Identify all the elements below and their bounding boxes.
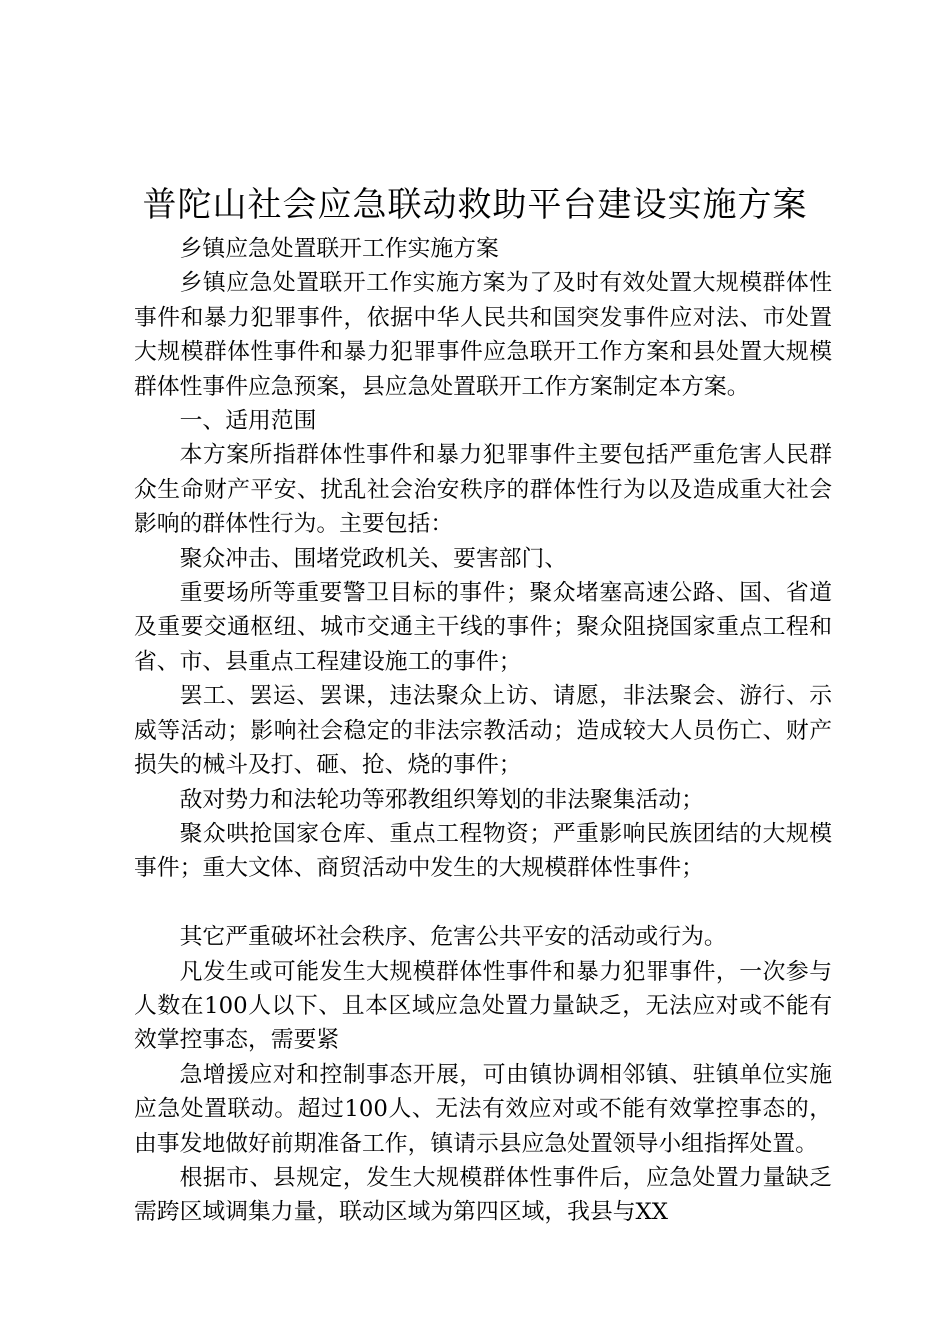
- paragraph: 聚众哄抢国家仓库、重点工程物资；严重影响民族团结的大规模事件；重大文体、商贸活动中发生的大规模群体性事件；: [134, 820, 832, 882]
- paragraph: 敌对势力和法轮功等邪教组织筹划的非法聚集活动；: [179, 786, 704, 813]
- document-title: 普陀山社会应急联动救助平台建设实施方案: [142, 185, 808, 225]
- paragraph: 聚众冲击、围堵党政机关、要害部门、: [179, 545, 568, 572]
- document-body: [134, 232, 832, 1230]
- paragraph: 凡发生或可能发生大规模群体性事件和暴力犯罪事件，一次参与人数在100人以下、且本区域应急处置力量缺乏，无法应对或不能有效掌控事态，需要紧: [134, 958, 832, 1054]
- paragraph: 乡镇应急处置联开工作实施方案为了及时有效处置大规模群体性事件和暴力犯罪事件，依据中华人民共和国突发事件应对法、市处置大规模群体性事件和暴力犯罪事件应急联开工作方案和县处置大规模群体性事件应急预案，县应急处置联开工作方案制定本方案。: [134, 270, 832, 400]
- paragraph: 根据市、县规定，发生大规模群体性事件后，应急处置力量缺乏需跨区域调集力量，联动区域为第四区域，我县与XX: [134, 1164, 832, 1226]
- section-heading: 一、适用范围: [179, 408, 317, 435]
- paragraph: 罢工、罢运、罢课，违法聚众上访、请愿，非法聚会、游行、示威等活动；影响社会稳定的非法宗教活动；造成较大人员伤亡、财产损失的械斗及打、砸、抢、烧的事件；: [134, 683, 832, 779]
- paragraph: 重要场所等重要警卫目标的事件；聚众堵塞高速公路、国、省道及重要交通枢纽、城市交通主干线的事件；聚众阻挠国家重点工程和省、市、县重点工程建设施工的事件；: [134, 580, 832, 675]
- paragraph: 乡镇应急处置联开工作实施方案: [179, 236, 499, 262]
- paragraph: 急增援应对和控制事态开展，可由镇协调相邻镇、驻镇单位实施应急处置联动。超过100人、无法有效应对或不能有效掌控事态的，由事发地做好前期准备工作，镇请示县应急处置领导小组指挥处置。: [134, 1061, 832, 1157]
- paragraph: 其它严重破坏社会秩序、危害公共平安的活动或行为。: [179, 924, 727, 951]
- paragraph: 本方案所指群体性事件和暴力犯罪事件主要包括严重危害人民群众生命财产平安、扰乱社会治安秩序的群体性行为以及造成重大社会影响的群体性行为。主要包括：: [134, 442, 832, 538]
